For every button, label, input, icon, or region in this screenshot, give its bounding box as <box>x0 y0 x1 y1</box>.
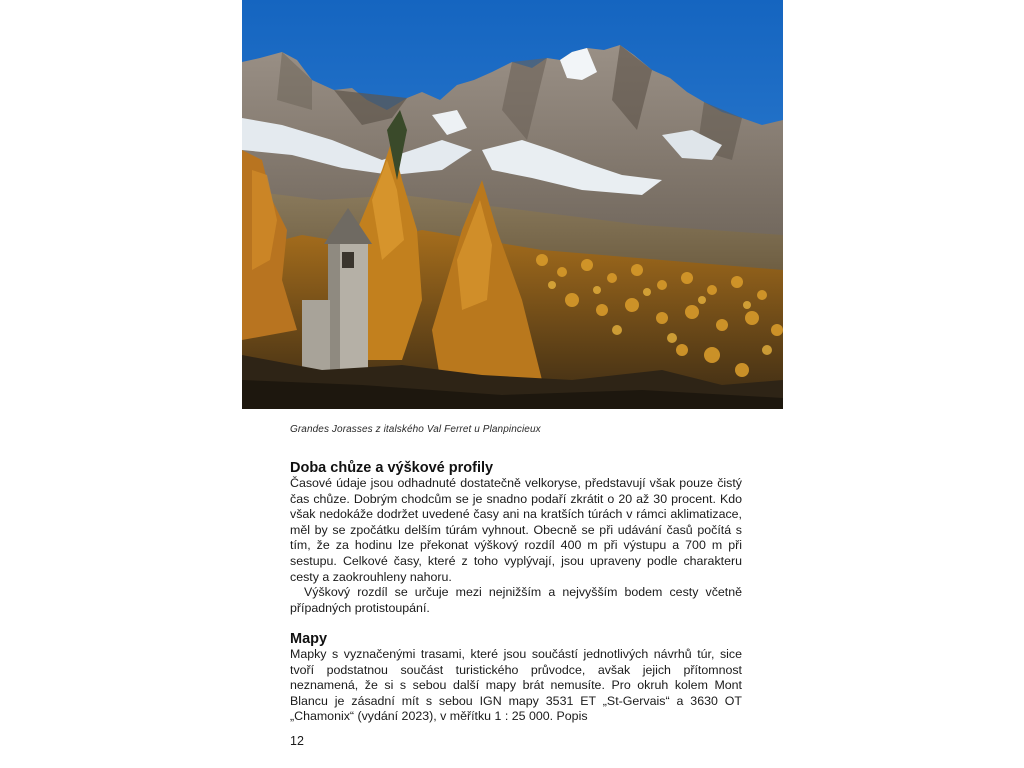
section-heading: Mapy <box>290 631 328 647</box>
paragraph: Mapky s vyznačenými trasami, které jsou součástí jednotlivých návrhů túr, sice tvoří podstatnou součást turistického průvodce, avšak jejich přítomnost neznamená, že si s sebou další mapy brát nemusíte. Pro okruh kolem Mont Blancu je zásadní mít s sebou IGN mapy 3531 ET „St-Gervais“ a 3630 OT „Chamonix“ (vydání 2023), v měřítku 1 : 25 000. Popis <box>290 647 742 724</box>
paragraph: Časové údaje jsou odhadnuté dostatečně velkoryse, představují však pouze čistý čas chůze. Dobrým chodcům se je snadno podaří zkrátit o 20 až 30 procent. Kdo však nedokáže dodržet uvedené časy ani na kratších túrách v rámci aklimatizace, měl by se zpočátku delším túrám vyhnout. Obecně se při udávání časů počítá s tím, že za hodinu lze překonat výškový rozdíl 400 m při výstupu a 700 m při sestupu. Celkové časy, které z toho vyplývají, jsou upraveny podle charakteru cesty a zaokrouhleny nahoru. <box>290 476 742 584</box>
photo-caption: Grandes Jorasses z italského Val Ferret u Planpincieux <box>290 424 541 435</box>
section-walking-time <box>290 460 742 616</box>
paragraph: Výškový rozdíl se určuje mezi nejnižším a nejvyšším bodem cesty včetně případných protistoupání. <box>290 585 742 615</box>
page-number: 12 <box>290 734 304 748</box>
section-heading: Doba chůze a výškové profily <box>290 460 494 476</box>
section-maps <box>290 631 742 725</box>
mountain-photo <box>242 0 783 409</box>
book-page <box>242 0 783 768</box>
